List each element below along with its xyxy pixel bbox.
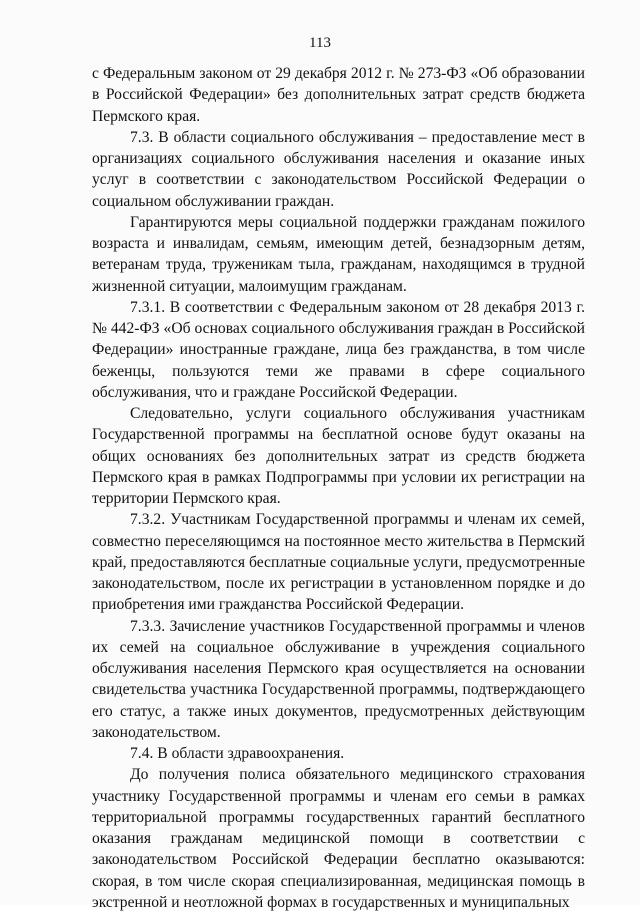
- paragraph-7-4-healthcare: 7.4. В области здравоохранения.: [130, 745, 345, 762]
- paragraph-7-3-1: 7.3.1. В соответствии с Федеральным законом от 28 декабря 2013 г. № 442-ФЗ «Об основах социального обслуживания граждан в Российской Федерации» иностранные граждане, лица без гражданства, в том числе беженцы, пользуются теми же правами в сфере социального обслуживания, что и граждане Российской Федерации.: [92, 298, 585, 401]
- paragraph-7-3-3: 7.3.3. Зачисление участников Государственной программы и членов их семей на социальное обслуживание в учреждения социального обслуживания населения Пермского края осуществляется на основании свидетельства участника Государственной программы, подтверждающего его статус, а также иных документов, предусмотренных действующим законодательством.: [92, 617, 585, 741]
- document-body: [92, 63, 585, 913]
- paragraph-7-3-2: 7.3.2. Участникам Государственной программы и членам их семей, совместно переселяющимся на постоянное место жительства в Пермский край, предоставляются бесплатные социальные услуги, предусмотренные законодательством, после их регистрации в установленном порядке и до приобретения ими гражданства Российской Федерации.: [92, 511, 585, 614]
- paragraph-consequently: Следовательно, услуги социального обслуживания участникам Государственной программы на бесплатной основе будут оказаны на общих основаниях без дополнительных затрат из средств бюджета Пермского края в рамках Подпрограммы при условии их регистрации на территории Пермского края.: [92, 405, 585, 507]
- paragraph-education-continuation: с Федеральным законом от 29 декабря 2012 г. № 273-ФЗ «Об образовании в Российской Федерации» без дополнительных затрат средств бюджета Пермского края.: [92, 65, 585, 125]
- page-number: 113: [309, 35, 331, 51]
- paragraph-social-support-guarantees: Гарантируются меры социальной поддержки гражданам пожилого возраста и инвалидам, семьям, имеющим детей, безнадзорным детям, ветеранам труда, труженикам тыла, гражданам, находящимся в трудной жизненной ситуации, малоимущим гражданам.: [92, 213, 585, 295]
- paragraph-medical-insurance: До получения полиса обязательного медицинского страхования участнику Государственной программы и членам его семьи в рамках территориальной программы государственных гарантий бесплатного оказания гражданам медицинской помощи в соответствии с законодательством Российской Федерации бесплатно оказываются: скорая, в том числе скорая специализированная, медицинская помощь в экстренной и неотложной формах в государственных и муниципальных: [92, 766, 585, 911]
- paragraph-7-3-social-services: 7.3. В области социального обслуживания – предоставление мест в организациях социального обслуживания населения и оказание иных услуг в соответствии с законодательством Российской Федерации о социальном обслуживании граждан.: [92, 128, 585, 210]
